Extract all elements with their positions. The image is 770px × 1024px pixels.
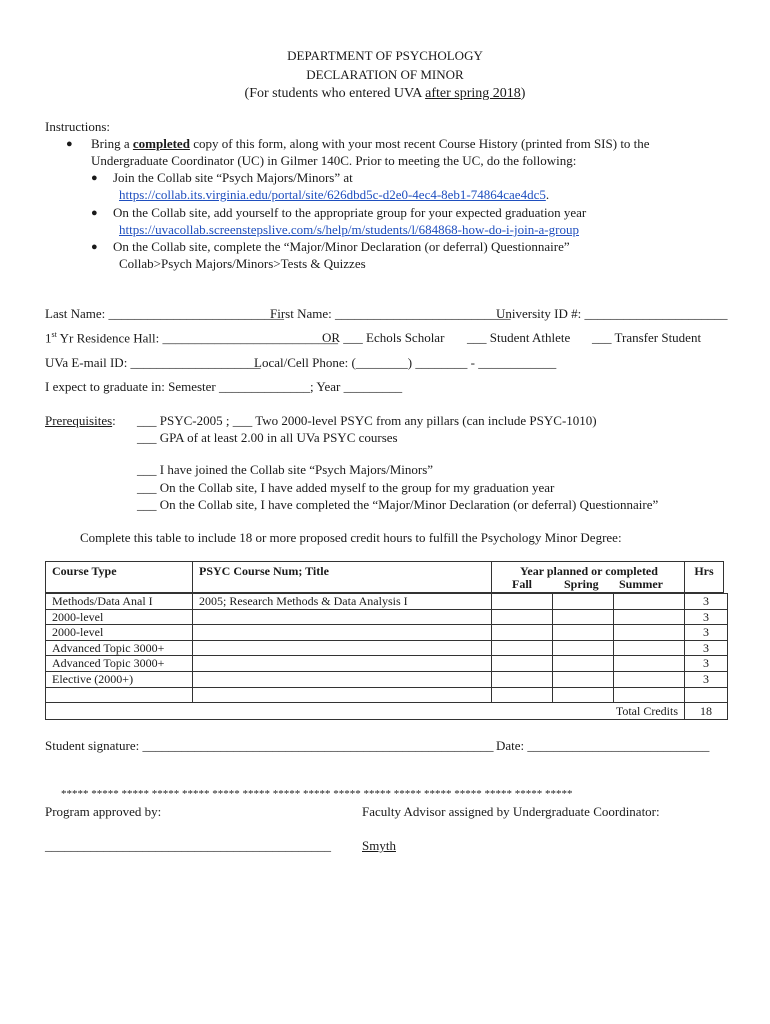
prereq-line-4[interactable]: ___ On the Collab site, I have added myself to the group for my graduation year	[137, 480, 555, 495]
echols-scholar-option[interactable]: OR ___ Echols Scholar	[322, 330, 445, 345]
course-table	[45, 561, 727, 719]
prereq-colon: :	[112, 413, 116, 428]
graduation-field[interactable]: I expect to graduate in: Semester ______________; Year _________	[45, 379, 403, 394]
residence-superscript: st	[51, 330, 57, 339]
table-cell[interactable]	[684, 687, 728, 704]
first-name-field[interactable]: First Name: ___________________________	[270, 306, 511, 321]
table-cell[interactable]	[491, 671, 553, 688]
form-department: DEPARTMENT OF PSYCHOLOGY	[287, 48, 483, 63]
table-cell[interactable]	[192, 624, 492, 641]
table-cell[interactable]	[192, 640, 492, 657]
sub-bullet-2: On the Collab site, add yourself to the appropriate group for your expected graduation year	[113, 205, 587, 220]
table-cell[interactable]: 3	[684, 640, 728, 657]
table-cell[interactable]	[491, 640, 553, 657]
table-cell[interactable]	[491, 593, 553, 610]
table-cell[interactable]	[613, 671, 685, 688]
header-year: Year planned or completed	[520, 564, 658, 578]
residence-prefix: 1	[45, 330, 52, 346]
b1-bold: completed	[132, 136, 190, 151]
table-cell[interactable]: 2005; Research Methods & Data Analysis I	[192, 593, 492, 610]
header-hrs: Hrs	[684, 561, 724, 593]
program-approval-line[interactable]: ____________________________________________	[45, 838, 331, 853]
header-spring: Spring	[564, 577, 599, 591]
header-course-type: Course Type	[45, 561, 193, 593]
table-cell[interactable]	[491, 624, 553, 641]
residence-hall-field[interactable]	[45, 330, 338, 346]
instructions-label: Instructions:	[45, 119, 110, 134]
prereq-line-2[interactable]: ___ GPA of at least 2.00 in all UVa PSYC courses	[137, 430, 398, 445]
table-cell[interactable]: Elective (2000+)	[45, 671, 193, 688]
table-cell[interactable]	[613, 655, 685, 672]
table-cell[interactable]	[491, 655, 553, 672]
student-signature-field[interactable]: Student signature: ______________________________________________________	[45, 738, 494, 753]
bullet-icon: ●	[91, 207, 98, 219]
table-cell[interactable]	[613, 624, 685, 641]
table-cell[interactable]	[552, 655, 614, 672]
subtitle-suffix: )	[520, 86, 526, 101]
table-intro: Complete this table to include 18 or more proposed credit hours to fulfill the Psychology Minor Degree:	[80, 530, 622, 545]
transfer-student-option[interactable]: ___ Transfer Student	[592, 330, 702, 345]
table-cell[interactable]	[613, 640, 685, 657]
total-credits-label: Total Credits	[615, 704, 678, 718]
subtitle-prefix: (For students who entered UVA	[244, 86, 426, 101]
form-title: DECLARATION OF MINOR	[306, 67, 464, 82]
table-cell[interactable]: Advanced Topic 3000+	[45, 655, 193, 672]
b1-prefix: Bring a	[91, 136, 133, 151]
table-cell[interactable]	[491, 609, 553, 626]
table-cell[interactable]	[491, 687, 553, 704]
prerequisites-label	[45, 413, 116, 429]
residence-suffix: Yr Residence Hall: ___________________________	[56, 330, 338, 346]
collab-site-link[interactable]: https://collab.its.virginia.edu/portal/site/626dbd5c-d2e0-4ec4-8eb1-74864cae4dc5	[119, 187, 546, 202]
sub-bullet-3-line2: Collab>Psych Majors/Minors>Tests & Quizzes	[119, 256, 366, 271]
instruction-bullet-1	[91, 136, 650, 152]
s1-suffix: .	[545, 187, 550, 202]
subtitle-underlined: after spring 2018	[425, 86, 521, 101]
phone-field[interactable]: Local/Cell Phone: (________) ________ - ____________	[254, 355, 557, 370]
table-cell[interactable]	[552, 609, 614, 626]
table-cell[interactable]: 3	[684, 624, 728, 641]
last-name-field[interactable]: Last Name: ___________________________	[45, 306, 285, 321]
prereq-line-3[interactable]: ___ I have joined the Collab site “Psych Majors/Minors”	[137, 462, 434, 477]
join-group-link[interactable]: https://uvacollab.screenstepslive.com/s/help/m/students/l/684868-how-do-i-join-a-group	[119, 222, 579, 237]
table-cell[interactable]	[613, 593, 685, 610]
header-fall: Fall	[512, 577, 532, 591]
email-field[interactable]: UVa E-mail ID: ____________________	[45, 355, 261, 370]
form-subtitle	[0, 86, 770, 102]
faculty-advisor-label: Faculty Advisor assigned by Undergraduate Coordinator:	[362, 804, 660, 819]
table-cell[interactable]	[192, 671, 492, 688]
table-cell[interactable]: Advanced Topic 3000+	[45, 640, 193, 657]
prereq-label-text: Prerequisites	[45, 413, 113, 428]
table-cell[interactable]: 2000-level	[45, 609, 193, 626]
table-cell[interactable]	[192, 687, 492, 704]
b1-suffix: copy of this form, along with your most recent Course History (printed from SIS) to the	[189, 136, 650, 151]
program-approved-label: Program approved by:	[45, 804, 162, 819]
table-cell[interactable]: 2000-level	[45, 624, 193, 641]
table-cell[interactable]: 3	[684, 655, 728, 672]
prereq-line-5[interactable]: ___ On the Collab site, I have completed the “Major/Minor Declaration (or deferral) Questionnaire”	[137, 497, 659, 512]
date-field[interactable]: Date: ____________________________	[496, 738, 710, 753]
sub-bullet-3: On the Collab site, complete the “Major/Minor Declaration (or deferral) Questionnaire”	[113, 239, 570, 254]
university-id-field[interactable]: University ID #: ______________________	[496, 306, 728, 321]
table-cell[interactable]	[613, 609, 685, 626]
table-cell[interactable]: Methods/Data Anal I	[45, 593, 193, 610]
bullet-icon: ●	[66, 138, 73, 150]
sub-bullet-1: Join the Collab site “Psych Majors/Minors” at	[113, 170, 353, 185]
table-cell[interactable]: 3	[684, 671, 728, 688]
table-cell[interactable]	[552, 640, 614, 657]
table-cell[interactable]: 3	[684, 593, 728, 610]
table-cell[interactable]	[613, 687, 685, 704]
table-cell[interactable]	[552, 687, 614, 704]
table-cell[interactable]	[45, 687, 193, 704]
bullet-icon: ●	[91, 172, 98, 184]
instruction-bullet-1-line2: Undergraduate Coordinator (UC) in Gilmer 140C. Prior to meeting the UC, do the following:	[91, 153, 577, 168]
sub-bullet-1-line2	[119, 187, 549, 203]
table-cell[interactable]	[552, 671, 614, 688]
table-cell[interactable]	[552, 593, 614, 610]
total-credits-value: 18	[684, 702, 728, 720]
student-athlete-option[interactable]: ___ Student Athlete	[467, 330, 571, 345]
header-summer: Summer	[619, 577, 663, 591]
bullet-icon: ●	[91, 241, 98, 253]
faculty-advisor-name: Smyth	[362, 838, 396, 853]
table-cell[interactable]	[552, 624, 614, 641]
total-row	[45, 702, 685, 720]
header-year-block	[491, 561, 685, 593]
table-cell[interactable]: 3	[684, 609, 728, 626]
table-cell[interactable]	[192, 655, 492, 672]
table-cell[interactable]	[192, 609, 492, 626]
header-course-num: PSYC Course Num; Title	[192, 561, 492, 593]
separator-stars: ***** ***** ***** ***** ***** ***** ***** ***** ***** ***** ***** ***** ***** ***** ***** ***** *****	[61, 788, 573, 800]
prereq-line-1[interactable]: ___ PSYC-2005 ; ___ Two 2000-level PSYC from any pillars (can include PSYC-1010)	[137, 413, 597, 428]
